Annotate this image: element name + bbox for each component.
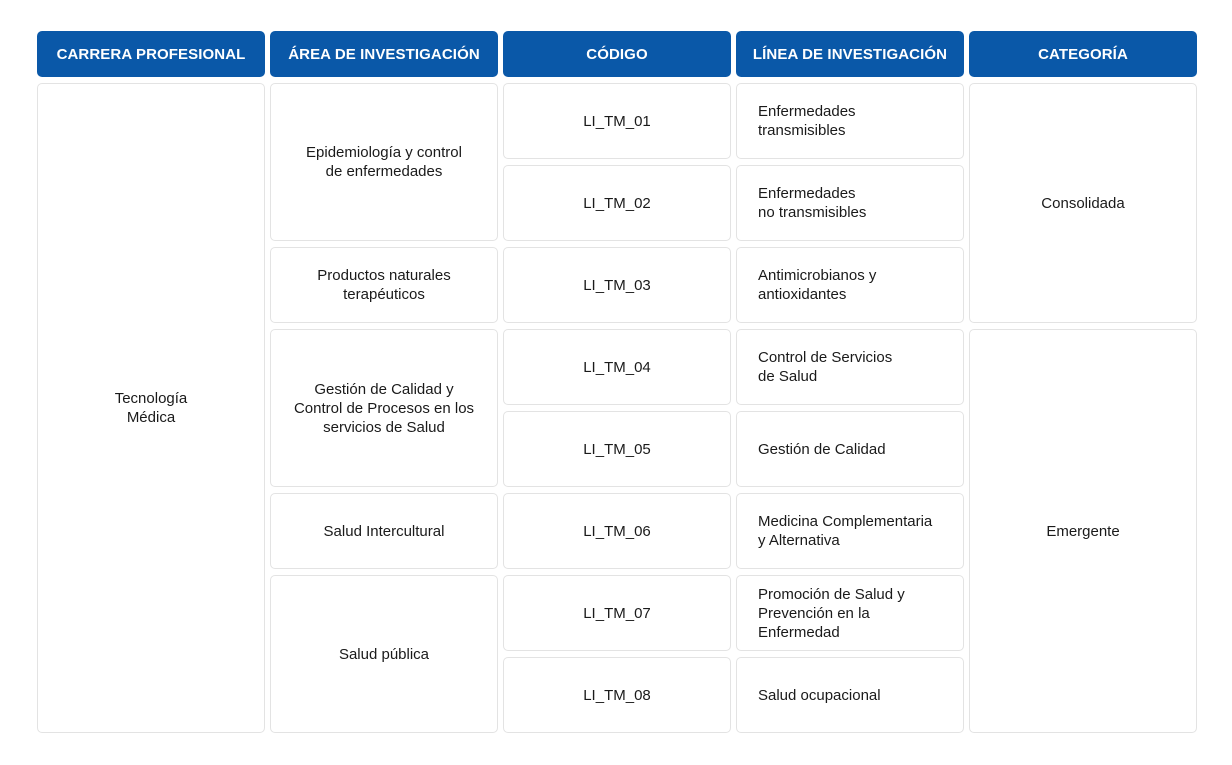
code-cell: LI_TM_04 (503, 329, 731, 405)
header-area: ÁREA DE INVESTIGACIÓN (270, 31, 498, 77)
area-cell: Productos naturales terapéuticos (270, 247, 498, 323)
line-cell: Antimicrobianos y antioxidantes (736, 247, 964, 323)
code-cell: LI_TM_05 (503, 411, 731, 487)
career-cell: Tecnología Médica (37, 83, 265, 733)
header-line: LÍNEA DE INVESTIGACIÓN (736, 31, 964, 77)
category-cell: Emergente (969, 329, 1197, 733)
area-cell: Gestión de Calidad y Control de Procesos en los servicios de Salud (270, 329, 498, 487)
line-cell: Medicina Complementaria y Alternativa (736, 493, 964, 569)
category-cell: Consolidada (969, 83, 1197, 323)
code-cell: LI_TM_03 (503, 247, 731, 323)
code-cell: LI_TM_06 (503, 493, 731, 569)
header-category: CATEGORÍA (969, 31, 1197, 77)
header-career: CARRERA PROFESIONAL (37, 31, 265, 77)
header-code: CÓDIGO (503, 31, 731, 77)
line-cell: Promoción de Salud y Prevención en la Enfermedad (736, 575, 964, 651)
line-cell: Gestión de Calidad (736, 411, 964, 487)
area-cell: Salud Intercultural (270, 493, 498, 569)
code-cell: LI_TM_07 (503, 575, 731, 651)
line-cell: Enfermedades no transmisibles (736, 165, 964, 241)
code-cell: LI_TM_01 (503, 83, 731, 159)
code-cell: LI_TM_02 (503, 165, 731, 241)
research-lines-table (37, 31, 1197, 733)
area-cell: Salud pública (270, 575, 498, 733)
area-cell: Epidemiología y control de enfermedades (270, 83, 498, 241)
line-cell: Control de Servicios de Salud (736, 329, 964, 405)
line-cell: Salud ocupacional (736, 657, 964, 733)
code-cell: LI_TM_08 (503, 657, 731, 733)
line-cell: Enfermedades transmisibles (736, 83, 964, 159)
